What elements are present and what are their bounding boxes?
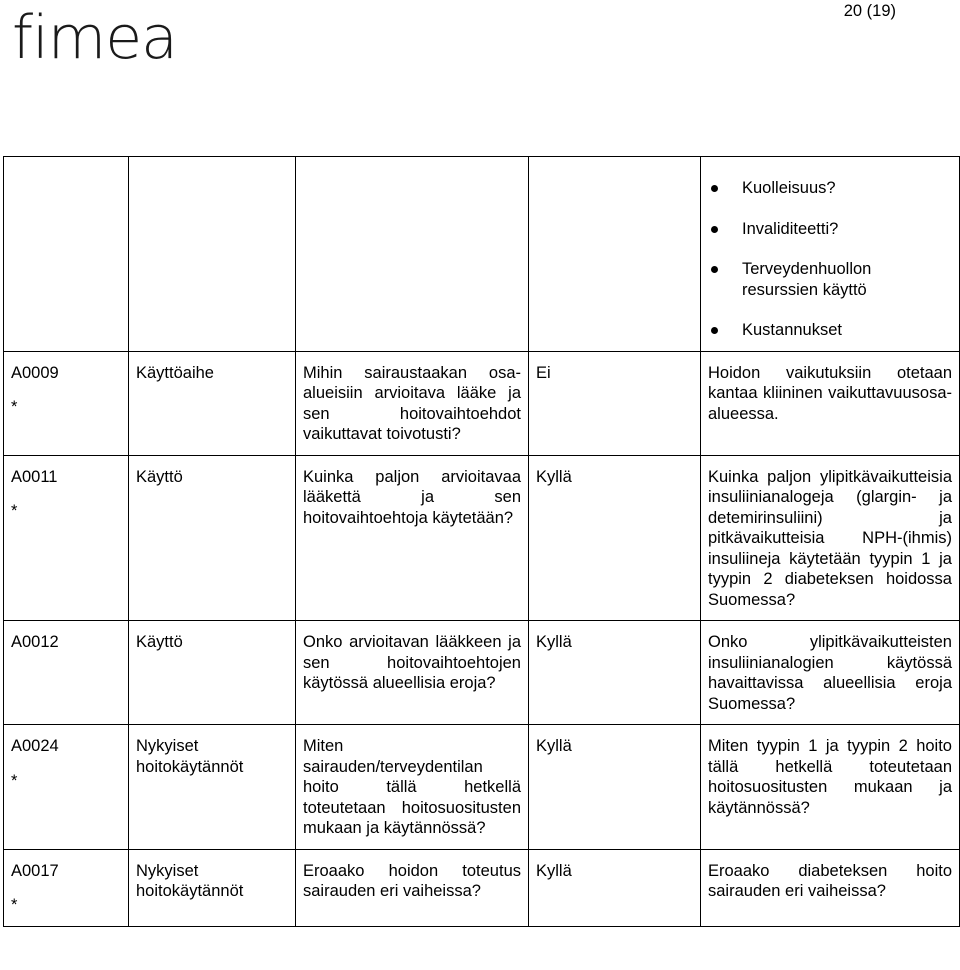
table-row <box>4 849 960 926</box>
cell-relevance: Kyllä <box>529 621 701 725</box>
cell-specific: Onko ylipitkävaikutteisten insuliinianalogien käytössä havaittavissa alueellisia eroja Suomessa? <box>701 621 960 725</box>
cell-question: Onko arvioitavan lääkkeen ja sen hoitovaihtoehtojen käytössä alueellisia eroja? <box>296 621 529 725</box>
cell-specific: Miten tyypin 1 ja tyypin 2 hoito tällä hetkellä toteutetaan hoitosuositusten mukaan ja käytännössä? <box>701 725 960 850</box>
element-id: A0017 <box>11 861 59 880</box>
cell-id <box>4 725 129 850</box>
core-marker: * <box>11 398 18 416</box>
cell-topic: Nykyiset hoitokäytännöt <box>129 725 296 850</box>
element-id: A0009 <box>11 363 59 382</box>
bullet-item: Invaliditeetti? <box>708 219 952 240</box>
cell-topic: Käyttö <box>129 455 296 621</box>
element-id: A0011 <box>11 467 58 486</box>
element-id: A0012 <box>11 633 59 651</box>
core-marker: * <box>11 896 18 914</box>
cell-question: Kuinka paljon arvioitavaa lääkettä ja sen hoitovaihtoehtoja käytetään? <box>296 455 529 621</box>
cell-relevance: Kyllä <box>529 849 701 926</box>
table-row <box>4 725 960 850</box>
cell-topic <box>129 157 296 352</box>
table-row <box>4 455 960 621</box>
element-id: A0024 <box>11 737 59 755</box>
cell-relevance: Kyllä <box>529 455 701 621</box>
cell-id <box>4 157 129 352</box>
cell-topic: Nykyiset hoitokäytännöt <box>129 849 296 926</box>
cell-specific: Kuinka paljon ylipitkävaikutteisia insuliinianalogeja (glargin- ja detemirinsuliini) ja pitkävaikutteisia NPH-(ihmis) insuliineja käytetään tyypin 1 ja tyypin 2 diabeteksen hoidossa Suomessa? <box>701 455 960 621</box>
continuation-row <box>4 157 960 352</box>
bullet-item: Kustannukset <box>708 320 952 341</box>
bullet-item: Terveydenhuollon resurssien käyttö <box>708 259 952 300</box>
bullet-item: Kuolleisuus? <box>708 178 952 199</box>
core-marker: * <box>11 502 18 520</box>
core-marker: * <box>11 771 18 790</box>
bullet-list <box>708 178 952 341</box>
cell-id <box>4 351 129 455</box>
assessment-table <box>3 156 960 927</box>
cell-relevance <box>529 157 701 352</box>
cell-question: Eroaako hoidon toteutus sairauden eri vaiheissa? <box>296 849 529 926</box>
cell-id <box>4 455 129 621</box>
cell-id <box>4 621 129 725</box>
page-number: 20 (19) <box>843 2 896 20</box>
cell-specific <box>701 157 960 352</box>
cell-relevance: Ei <box>529 351 701 455</box>
cell-question <box>296 157 529 352</box>
logo-wordmark: fimea <box>12 3 177 70</box>
cell-relevance: Kyllä <box>529 725 701 850</box>
fimea-logo <box>12 0 212 76</box>
cell-specific: Eroaako diabeteksen hoito sairauden eri vaiheissa? <box>701 849 960 926</box>
cell-topic: Käyttö <box>129 621 296 725</box>
cell-topic: Käyttöaihe <box>129 351 296 455</box>
table-row <box>4 351 960 455</box>
cell-question: Miten sairauden/terveydentilan hoito tällä hetkellä toteutetaan hoitosuositusten mukaan ja käytännössä? <box>296 725 529 850</box>
cell-question: Mihin sairaustaakan osa-alueisiin arvioitava lääke ja sen hoitovaihtoehdot vaikuttavat toivotusti? <box>296 351 529 455</box>
cell-specific: Hoidon vaikutuksiin otetaan kantaa kliininen vaikuttavuusosa-alueessa. <box>701 351 960 455</box>
table-row <box>4 621 960 725</box>
cell-id <box>4 849 129 926</box>
